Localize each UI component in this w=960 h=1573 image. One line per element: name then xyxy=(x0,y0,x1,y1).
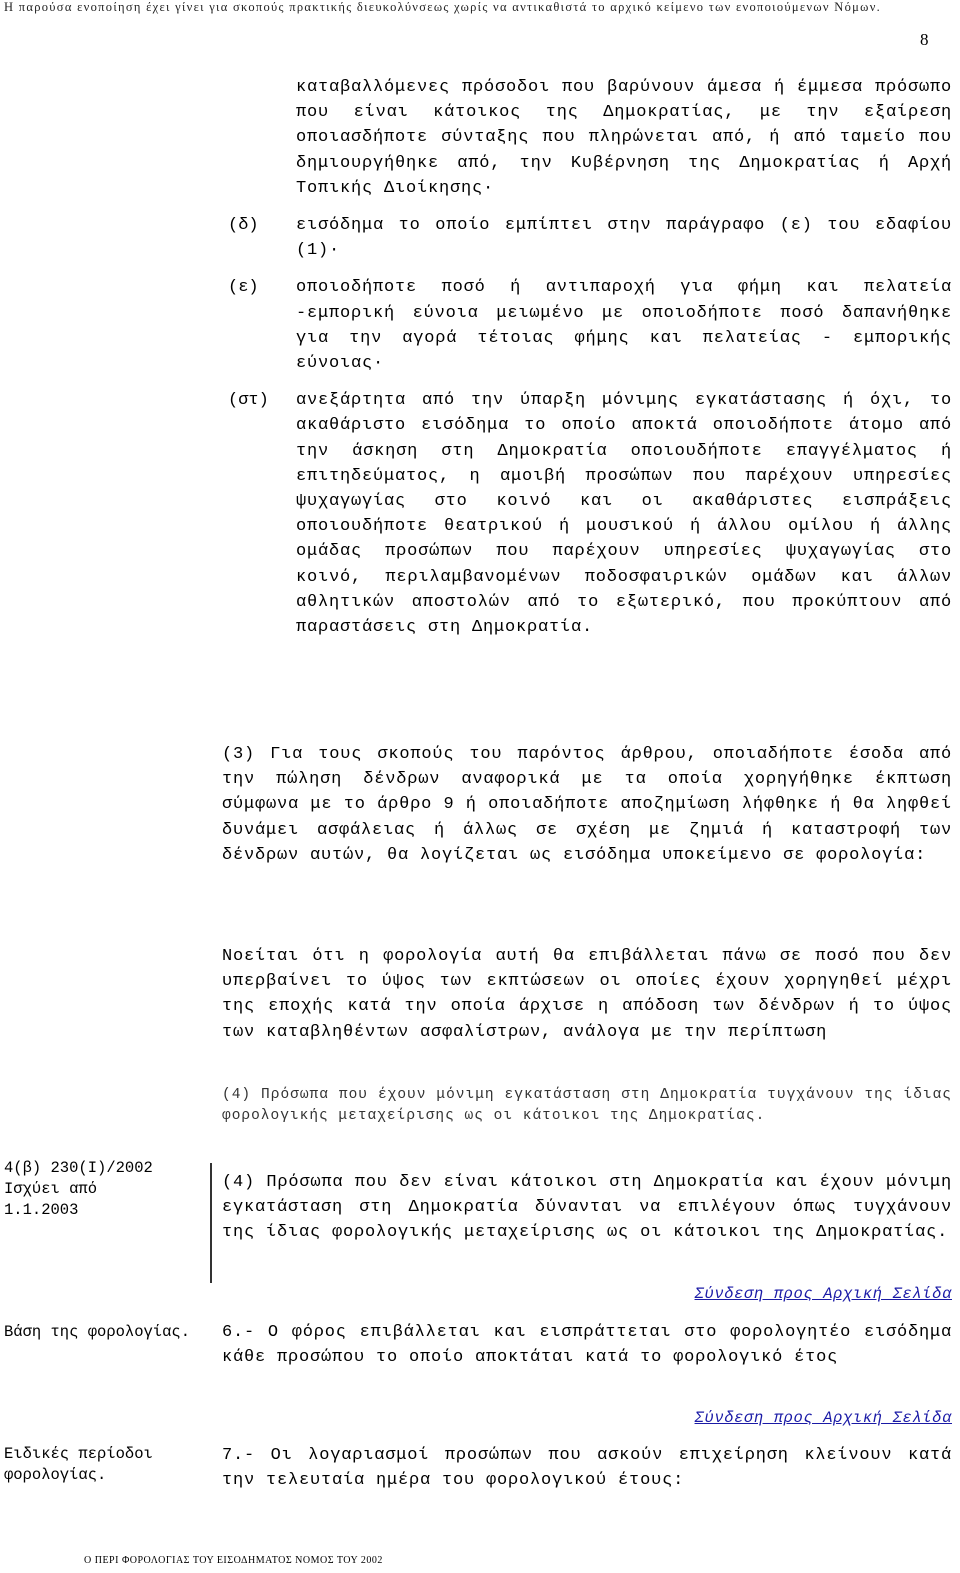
item-label: (ε) xyxy=(228,278,259,298)
amendment-ref: 4(β) 230(Ι)/2002 xyxy=(4,1159,153,1177)
list-item xyxy=(228,213,952,263)
item-text: ανεξάρτητα από την ύπαρξη μόνιμης εγκατάστασης ή όχι, το ακαθάριστο εισόδημα το οποίο αποκτά οποιοδήποτε άτομο από την άσκηση στη Δημοκρατία οποιουδήποτε επαγγέλματος ή επιτηδεύματος, η αμοιβή προσώπων που παρέχουν υπηρεσίες ψυχαγωγίας στο κοινό και οι ακαθάριστες εισπράξεις οποιουδήποτε θεατρικού ή μουσικού ή άλλου ομίλου ή άλλης ομάδας προσώπων που παρέχουν υπηρεσίες ψυχαγωγίας στο κοινό, περιλαμβανομένων ποδοσφαιρικών ομάδων και άλλων αθλητικών αποστολών από το εξωτερικό, που προκύπτουν από παραστάσεις στη Δημοκρατία. xyxy=(296,391,952,638)
old-subsection-4: (4) Πρόσωπα που έχουν μόνιμη εγκατάσταση στη Δημοκρατία τυγχάνουν της ίδιας φορολογικής μεταχείρισης ως οι κάτοικοι της Δημοκρατίας. xyxy=(222,1087,952,1124)
article-6: 6.- Ο φόρος επιβάλλεται και εισπράττεται στο φορολογητέο εισόδημα κάθε προσώπου το οποίο αποκτάται κατά το φορολογικό έτος xyxy=(222,1323,952,1368)
list-item xyxy=(228,388,952,640)
law-title-footer: Ο ΠΕΡΙ ΦΟΡΟΛΟΓΙΑΣ ΤΟΥ ΕΙΣΟΔΗΜΑΤΟΣ ΝΟΜΟΣ ΤΟΥ 2002 xyxy=(84,1555,383,1566)
effective-date: 1.1.2003 xyxy=(4,1201,79,1219)
consolidation-notice: Η παρούσα ενοποίηση έχει γίνει για σκοπούς πρακτικής διευκολύνσεως χωρίς να αντικαθιστά το αρχικό κείμενο των ενοποιούμενων Νόμων. xyxy=(4,0,882,14)
proviso: Νοείται ότι η φορολογία αυτή θα επιβάλλεται πάνω σε ποσό που δεν υπερβαίνει το ύψος των εκπτώσεων οι οποίες έχουν χορηγηθεί μέχρι της εποχής κατά την οποία άρχισε η απόδοση των δένδρων ή το ύψος των καταβληθέντων ασφαλίστρων, ανάλογα με την περίπτωση xyxy=(222,947,952,1042)
list-item xyxy=(228,275,952,376)
subsection-list xyxy=(228,75,952,652)
list-item xyxy=(228,75,952,201)
article-7: 7.- Οι λογαριασμοί προσώπων που ασκούν επιχείρηση κλείνουν κατά την τελευταία ημέρα του φορολογικού έτους: xyxy=(222,1446,952,1491)
side-heading-art6: Βάση της φορολογίας. xyxy=(4,1323,191,1341)
amendment-divider xyxy=(210,1163,212,1283)
item-label: (δ) xyxy=(228,216,259,236)
side-heading-art7: Ειδικές περίοδοι φορολογίας. xyxy=(4,1445,153,1484)
home-link[interactable]: Σύνδεση προς Αρχική Σελίδα xyxy=(694,1285,952,1303)
item-label: (στ) xyxy=(228,391,269,411)
continuation-text: καταβαλλόμενες πρόσοδοι που βαρύνουν άμεσα ή έμμεσα πρόσωπο που είναι κάτοικος της Δημοκρατίας, με την εξαίρεση οποιασδήποτε σύνταξης που πληρώνεται από, ή από ταμείο που δημιουργήθηκε από, την Κυβέρνηση της Δημοκρατίας ή Αρχή Τοπικής Διοίκησης· xyxy=(296,78,952,198)
subsection-4: (4) Πρόσωπα που δεν είναι κάτοικοι στη Δημοκρατία και έχουν μόνιμη εγκατάσταση στη Δημοκρατία δύνανται να επιλέγουν όπως τυγχάνουν της ίδιας φορολογικής μεταχείρισης ως οι κάτοικοι της Δημοκρατίας. xyxy=(222,1173,952,1243)
home-link[interactable]: Σύνδεση προς Αρχική Σελίδα xyxy=(694,1409,952,1427)
item-text: οποιοδήποτε ποσό ή αντιπαροχή για φήμη και πελατεία -εμπορική εύνοια μειωμένο με οποιοδήποτε ποσό δαπανήθηκε για την αγορά τέτοιας φήμης και πελατείας - εμπορικής εύνοιας· xyxy=(296,278,952,374)
subsection-3: (3) Για τους σκοπούς του παρόντος άρθρου, οποιαδήποτε έσοδα από την πώληση δένδρων αναφορικά με τα οποία χορηγήθηκε έκπτωση σύμφωνα με το άρθρο 9 ή οποιαδήποτε αποζημίωση λήφθηκε ή θα ληφθεί δυνάμει ασφάλειας ή άλλως σε σχέση με ζημιά ή καταστροφή των δένδρων αυτών, θα λογίζεται ως εισόδημα υποκείμενο σε φορολογία: xyxy=(222,745,952,865)
item-text: εισόδημα το οποίο εμπίπτει στην παράγραφο (ε) του εδαφίου (1)· xyxy=(296,216,952,261)
amendment-note xyxy=(4,1158,204,1221)
page-number: 8 xyxy=(920,30,929,49)
effective-label: Ισχύει από xyxy=(4,1180,98,1198)
